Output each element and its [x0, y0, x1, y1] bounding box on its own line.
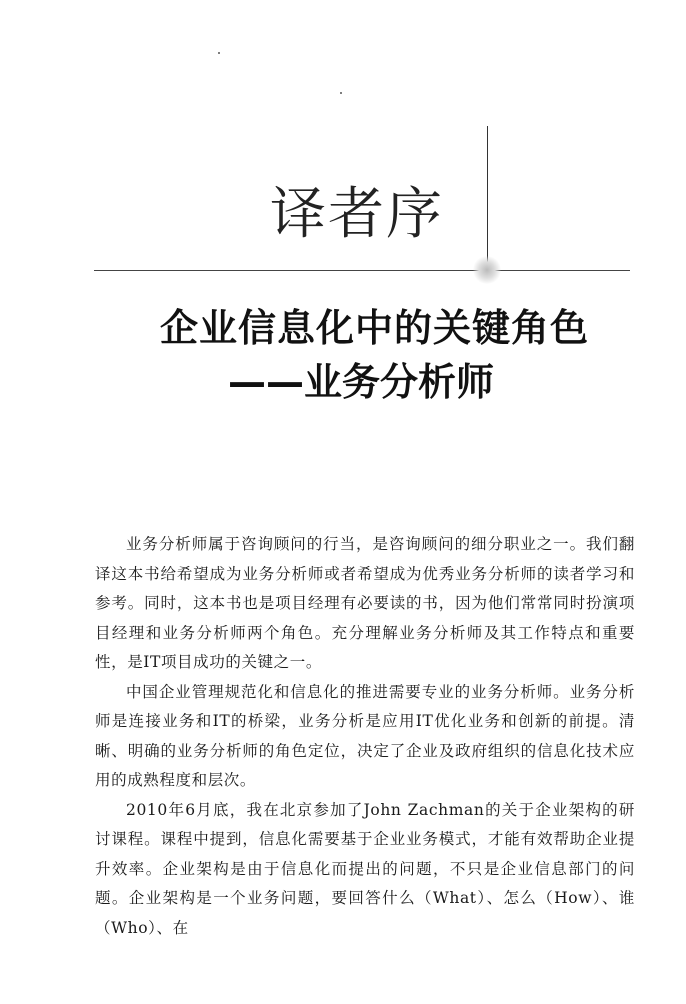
scan-speck: [340, 92, 342, 94]
paragraph-2: 中国企业管理规范化和信息化的推进需要专业的业务分析师。业务分析师是连接业务和IT的桥梁，业务分析是应用IT优化业务和创新的前提。清晰、明确的业务分析师的角色定位，决定了企业及政府组织的信息化技术应用的成熟程度和层次。: [95, 682, 635, 789]
subtitle-line-1: 企业信息化中的关键角色: [160, 306, 590, 350]
page-title: 译者序: [270, 182, 444, 247]
subtitle-line-2: ——业务分析师: [228, 360, 495, 404]
paragraph-3: 2010年6月底，我在北京参加了John Zachman的关于企业架构的研讨课程。课程中提到，信息化需要基于企业业务模式，才能有效帮助企业提升效率。企业架构是由于信息化而提出的问题，不只是企业信息部门的问题。企业架构是一个业务问题，要回答什么（What）、怎么（How）、谁（Who）、在: [95, 800, 635, 937]
title-vertical-rule: [487, 126, 488, 274]
paragraph-1: 业务分析师属于咨询顾问的行当，是咨询顾问的细分职业之一。我们翻译这本书给希望成为业务分析师或者希望成为优秀业务分析师的读者学习和参考。同时，这本书也是项目经理有必要读的书，因为他们常常同时扮演项目经理和业务分析师两个角色。充分理解业务分析师及其工作特点和重要性，是IT项目成功的关键之一。: [95, 535, 635, 671]
body-text: [95, 530, 635, 943]
rule-ornament: [473, 256, 501, 284]
scan-speck: [218, 52, 220, 54]
title-horizontal-rule: [94, 270, 630, 271]
